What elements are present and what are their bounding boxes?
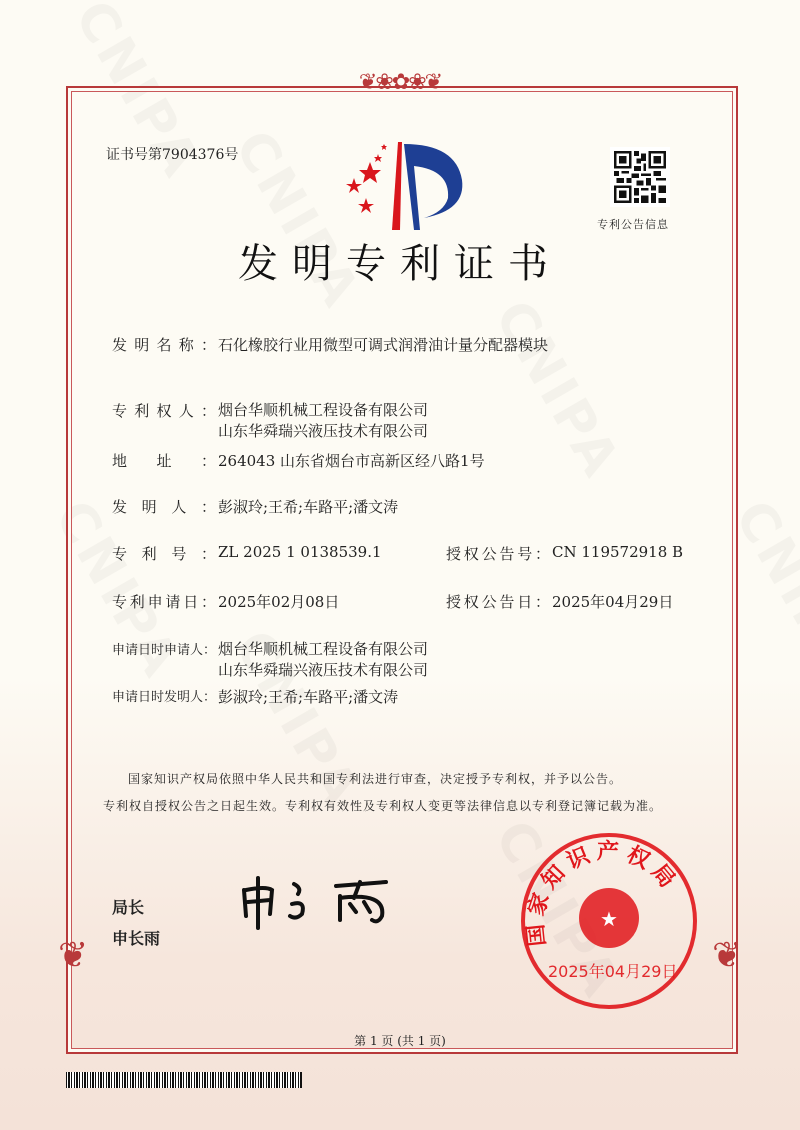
seal-date: 2025年04月29日 — [548, 962, 678, 981]
certificate-number: 证书号第7904376号 — [106, 147, 239, 163]
director-title: 局长 — [112, 898, 145, 917]
field-inventor-at-filing — [112, 686, 398, 707]
svg-text:★: ★ — [600, 907, 618, 931]
field-value: 烟台华顺机械工程设备有限公司 — [218, 640, 429, 658]
field-label: 授权公告日： — [446, 593, 550, 611]
field-filing-date — [112, 591, 339, 612]
field-label: 专利权人： — [112, 402, 216, 420]
qr-code-icon — [614, 151, 666, 203]
field-label: 申请日时申请人： — [112, 643, 217, 658]
page-title: 发明专利证书 — [238, 241, 562, 287]
field-grant-pub-no — [446, 543, 683, 564]
top-ornament-icon: ❦❀✿❀❦ — [358, 70, 442, 95]
field-value: 山东华舜瑞兴液压技术有限公司 — [218, 422, 429, 440]
field-value: 彭淑玲;王希;车路平;潘文涛 — [218, 498, 399, 516]
page-number: 第 1 页 (共 1 页) — [354, 1034, 446, 1048]
field-inventors — [112, 496, 398, 517]
field-address — [112, 450, 485, 471]
cnipa-logo-icon — [340, 140, 470, 230]
field-label: 专利号： — [112, 545, 216, 563]
field-patentee — [112, 400, 428, 442]
barcode — [66, 1072, 302, 1088]
field-patent-no — [112, 543, 382, 564]
field-value: 2025年02月08日 — [218, 593, 340, 611]
field-label: 地址： — [112, 452, 216, 470]
field-applicant-at-filing — [112, 639, 428, 681]
field-invention-name — [112, 334, 548, 355]
field-value: 2025年04月29日 — [552, 593, 674, 611]
statement-line: 专利权自授权公告之日起生效。专利权有效性及专利权人变更等法律信息以专利登记簿记载为准。 — [103, 799, 663, 813]
seal-text: 国家知识产权局 — [523, 839, 684, 948]
qr-code[interactable] — [610, 147, 670, 207]
corner-ornament-icon: ❦ — [58, 935, 89, 976]
field-label: 发明人： — [112, 498, 216, 516]
field-value: 264043 山东省烟台市高新区经八路1号 — [218, 452, 485, 470]
field-value: 彭淑玲;王希;车路平;潘文涛 — [218, 688, 399, 706]
director-name: 申长雨 — [112, 929, 161, 948]
signature — [236, 870, 416, 930]
official-seal — [518, 830, 700, 1012]
field-label: 发明名称： — [112, 336, 216, 354]
field-label: 专利申请日： — [112, 593, 216, 611]
field-label: 授权公告号： — [446, 545, 550, 563]
statement-line: 国家知识产权局依照中华人民共和国专利法进行审查，决定授予专利权，并予以公告。 — [128, 772, 623, 786]
field-value: CN 119572918 B — [552, 543, 684, 561]
field-value: 石化橡胶行业用微型可调式润滑油计量分配器模块 — [218, 336, 549, 354]
field-grant-pub-date — [446, 591, 673, 612]
field-value: 山东华舜瑞兴液压技术有限公司 — [218, 661, 429, 679]
qr-label: 专利公告信息 — [597, 218, 669, 231]
corner-ornament-icon: ❦ — [712, 935, 743, 976]
field-label: 申请日时发明人： — [112, 690, 217, 705]
field-value: 烟台华顺机械工程设备有限公司 — [218, 401, 429, 419]
field-value: ZL 2025 1 0138539.1 — [218, 543, 382, 561]
